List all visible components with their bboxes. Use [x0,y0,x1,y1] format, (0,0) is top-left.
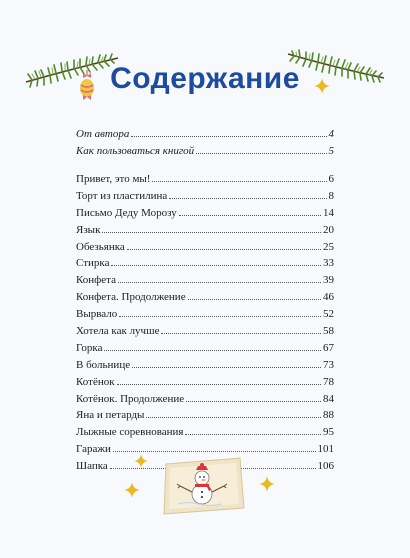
toc-entry[interactable] [76,323,334,340]
toc-entry-page: 101 [317,443,334,456]
toc-entry[interactable] [76,239,334,256]
leader-dots [188,299,321,300]
leader-dots [119,316,321,317]
toc-entry-page: 84 [323,392,334,405]
toc-entry[interactable] [76,126,334,143]
toc-entry-title: Торт из пластилина [76,189,168,202]
sparkle-icon [259,476,275,492]
leader-dots [131,136,326,137]
toc-entry-title: Письмо Деду Морозу [76,206,177,219]
toc-entry-title: Стирка [76,257,110,270]
toc-entry[interactable] [76,143,334,160]
toc-entry-title: Шапка [76,460,108,473]
toc-entry-title: Конфета [76,274,117,287]
toc-entry-page: 20 [323,223,334,236]
toc-entry[interactable] [76,374,334,391]
leader-dots [117,384,321,385]
toc-entry-page: 39 [323,274,334,287]
toc-entry-page: 106 [317,460,334,473]
leader-dots [146,417,321,418]
toc-entry-page: 5 [328,144,334,157]
toc-entry-page: 73 [323,358,334,371]
toc-entry-title: Обезьянка [76,240,125,253]
toc-entry-page: 4 [328,128,334,140]
leader-dots [169,198,326,199]
toc-entry-title: Вырвало [76,308,118,321]
leader-dots [113,451,316,452]
page-title: Содержание [110,62,300,95]
toc-entry-page: 58 [323,325,334,338]
sparkle-icon [134,454,148,468]
leader-dots [161,333,321,334]
leader-dots [127,249,321,250]
toc-entry-page: 14 [323,206,334,219]
sparkle-icon [124,482,140,498]
toc-entry-page: 52 [323,308,334,321]
toc-entry-title: Язык [76,223,101,236]
toc-entry-title: Конфета. Продолжение [76,291,186,304]
toc-entry[interactable] [76,289,334,306]
toc-entry-title: Горка [76,341,103,354]
toc-entry[interactable] [76,222,334,239]
toc-entry-title: От автора [76,128,130,140]
toc-entry-title: Как пользоваться книгой [76,144,195,157]
toc-entry[interactable] [76,306,334,323]
toc-entry-title: Хотела как лучше [76,325,160,338]
toc-entry-title: Яна и петарды [76,409,145,422]
toc-entry-title: В больнице [76,358,131,371]
toc-entry[interactable] [76,391,334,408]
toc-entry[interactable] [76,424,334,441]
leader-dots [186,401,321,402]
toc-entry[interactable] [76,357,334,374]
leader-dots [185,434,321,435]
toc-entry-page: 46 [323,291,334,304]
toc-entry[interactable] [76,255,334,272]
toc-entry-page: 88 [323,409,334,422]
toc-entry[interactable] [76,171,334,188]
toc-entry[interactable] [76,272,334,289]
toc-entry-page: 67 [323,341,334,354]
toc-entry-title: Котёнок. Продолжение [76,392,185,405]
leader-dots [104,350,321,351]
leader-dots [196,153,326,154]
toc-entry-page: 33 [323,257,334,270]
toc-entry-title: Котёнок [76,375,115,388]
toc-entry-title: Лыжные соревнования [76,426,184,439]
toc-entry[interactable] [76,340,334,357]
leader-dots [102,232,321,233]
toc-entry-page: 6 [328,173,334,185]
toc-chapter-list [76,171,334,475]
toc-intro-list [76,126,334,160]
leader-dots [118,282,321,283]
toc-entry[interactable] [76,188,334,205]
toc-entry-page: 8 [328,189,334,202]
toc-entry-title: Привет, это мы! [76,173,151,185]
toc-entry-page: 25 [323,240,334,253]
leader-dots [132,367,321,368]
toc-entry-page: 78 [323,375,334,388]
leader-dots [152,181,326,182]
snowman-picture-icon [160,456,246,516]
toc-entry-title: Гаражи [76,443,111,456]
leader-dots [179,215,321,216]
toc-entry-page: 95 [323,426,334,439]
toc-entry[interactable] [76,205,334,222]
leader-dots [111,265,321,266]
toc-entry[interactable] [76,407,334,424]
